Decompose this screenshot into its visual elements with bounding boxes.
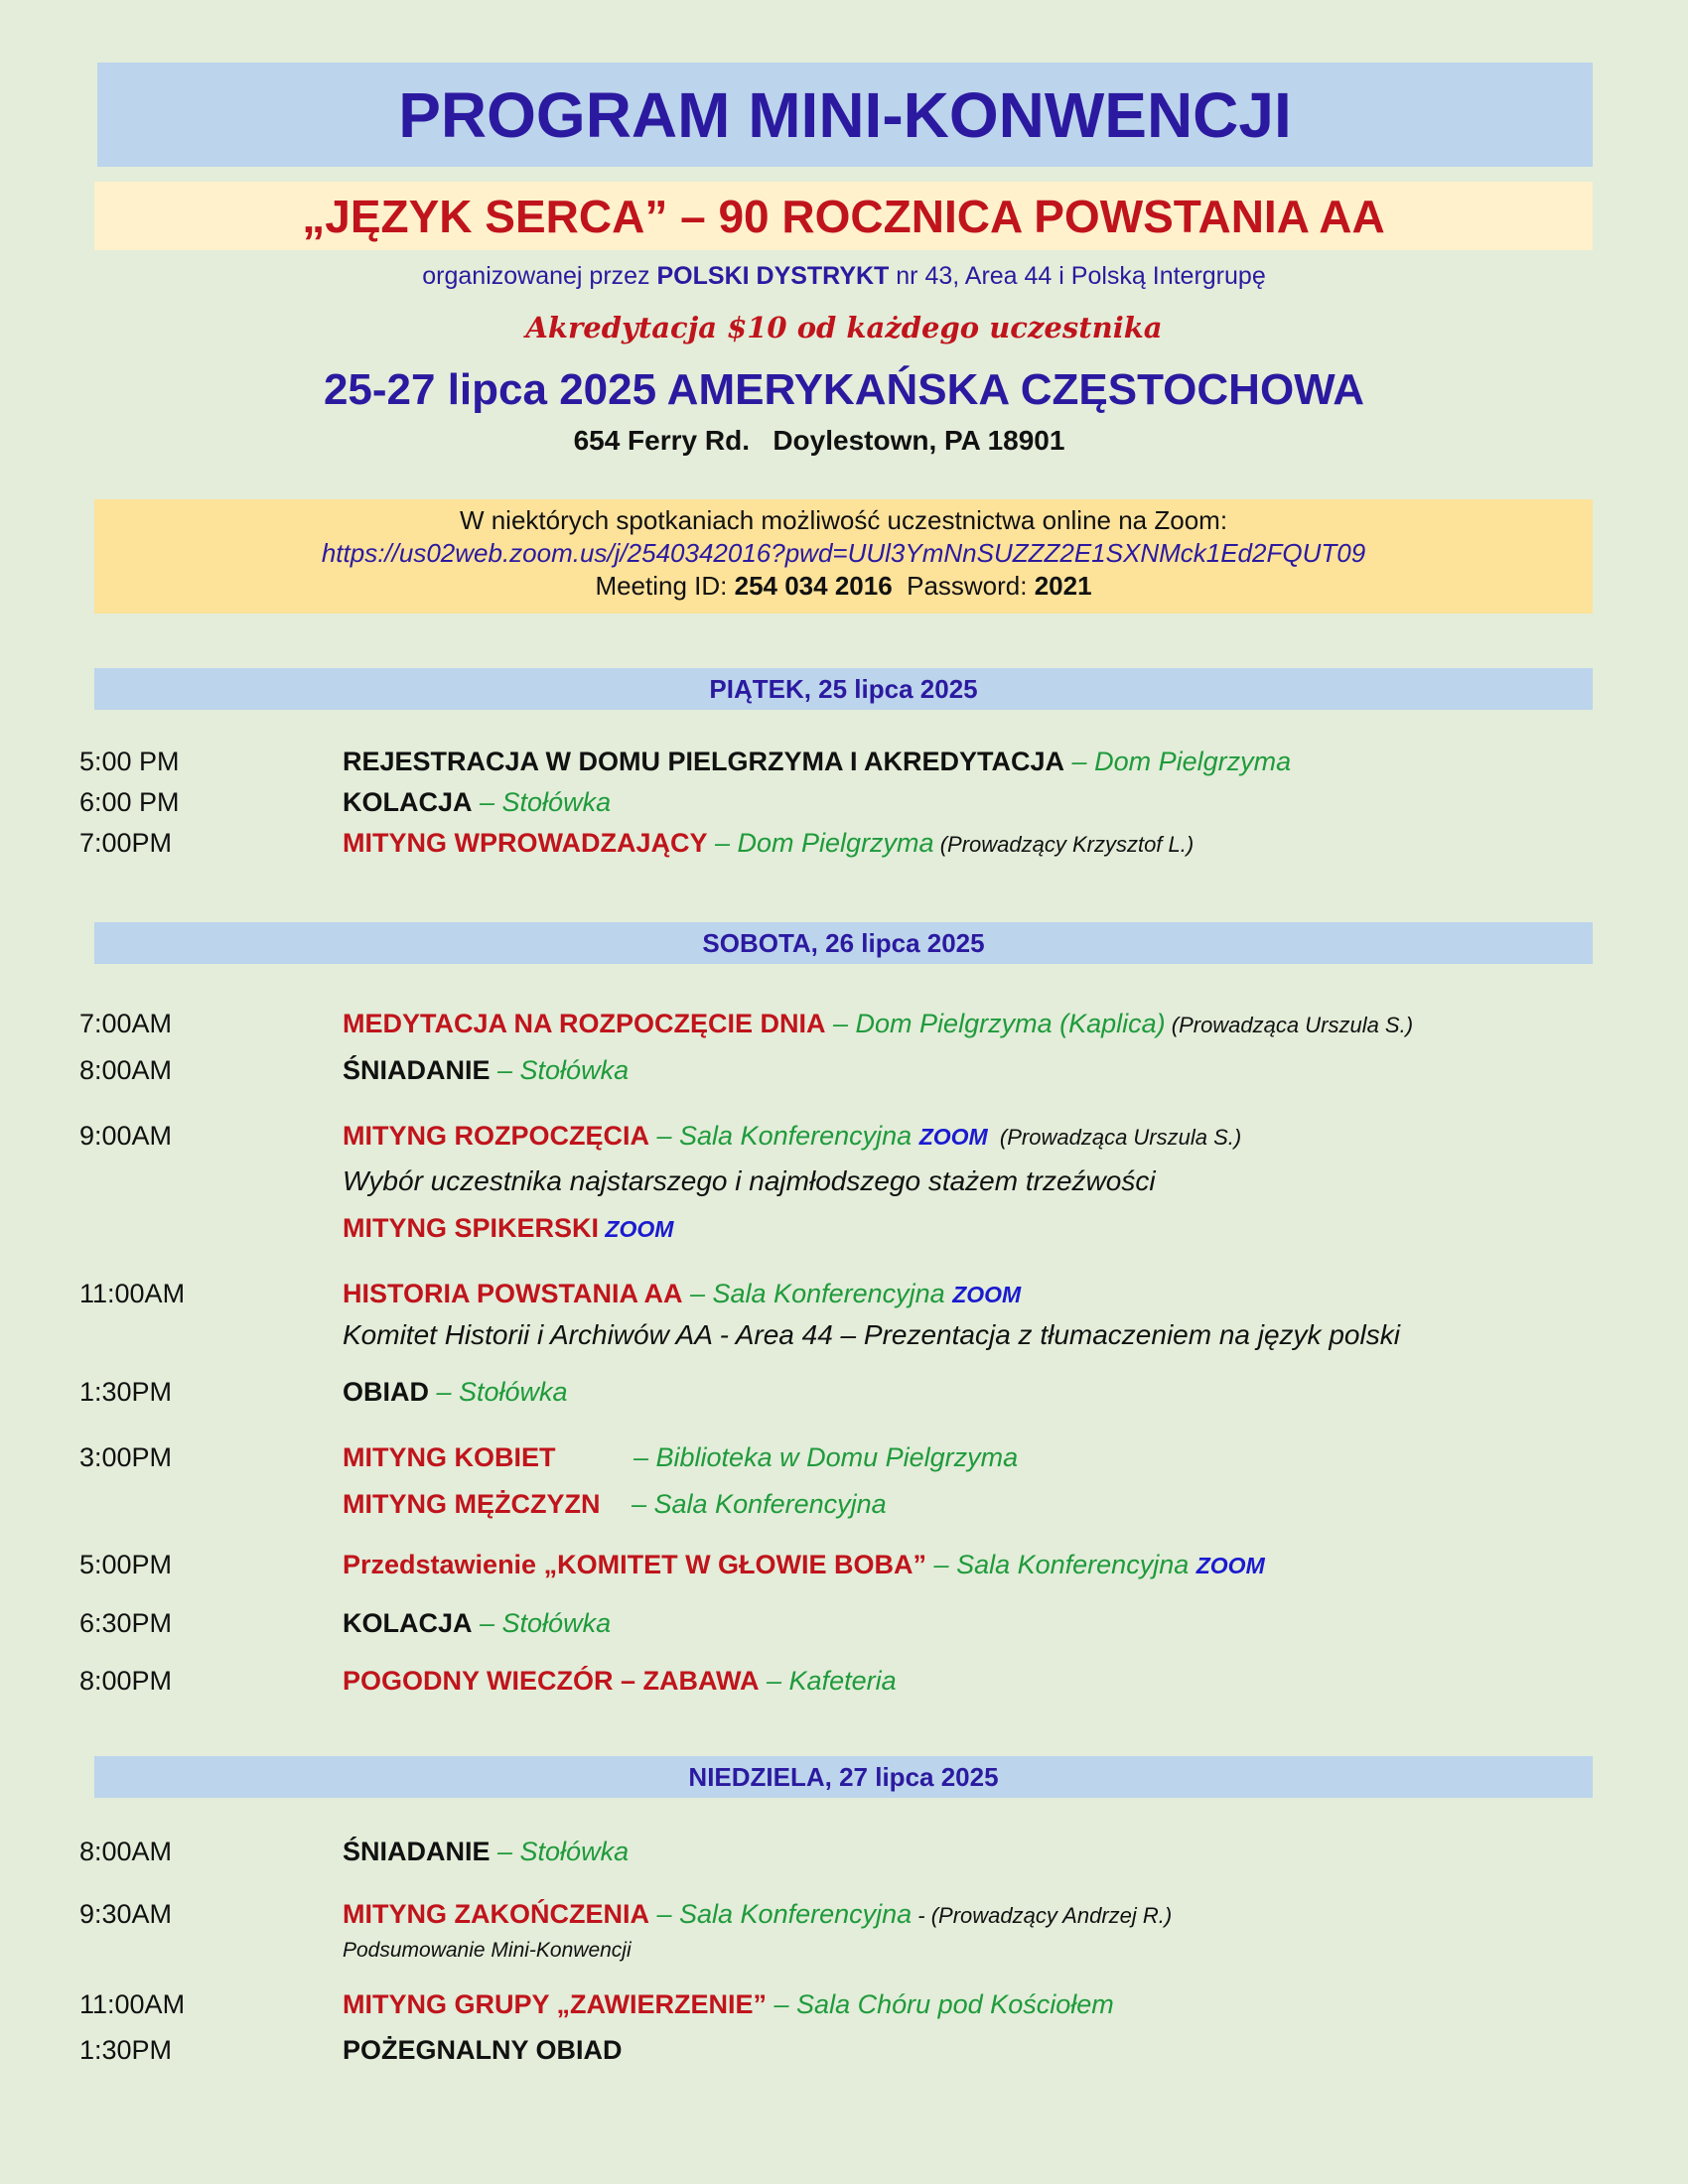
sat-time-8: 6:30PM	[79, 1608, 173, 1638]
event-title: ŚNIADANIE	[343, 1055, 491, 1085]
event-title: POGODNY WIECZÓR – ZABAWA	[343, 1666, 760, 1696]
zoom-intro: W niektórych spotkaniach możliwość uczestnictwa online na Zoom:	[459, 505, 1228, 535]
sun-event-4	[343, 2035, 623, 2066]
sat-event-6b	[343, 1489, 600, 1520]
event-title: MITYNG GRUPY „ZAWIERZENIE”	[343, 1989, 768, 2019]
fri-event-1	[343, 747, 1291, 777]
event-title: MITYNG WPROWADZAJĄCY	[343, 828, 708, 858]
sat-time-4: 11:00AM	[79, 1279, 186, 1308]
sat-event-3-speaker	[343, 1213, 673, 1244]
event-title: MITYNG ZAKOŃCZENIA	[343, 1899, 649, 1929]
zoom-tag: ZOOM	[599, 1216, 674, 1242]
event-title: KOLACJA	[343, 787, 473, 817]
sat-time-1: 7:00AM	[79, 1009, 173, 1038]
event-title: POŻEGNALNY OBIAD	[343, 2035, 623, 2065]
zoom-link[interactable]: https://us02web.zoom.us/j/2540342016?pwd=UUl3YmNnSUZZZ2E1SXNMck1Ed2FQUT09	[321, 538, 1366, 568]
zoom-tag: ZOOM	[918, 1124, 988, 1150]
sat-event-4-description: Komitet Historii i Archiwów AA - Area 44 – Prezentacja z tłumaczeniem na język polski	[343, 1319, 1400, 1350]
sun-time-4: 1:30PM	[79, 2035, 173, 2065]
fri-time-1: 5:00 PM	[79, 747, 180, 776]
event-place: – Sala Konferencyjna	[926, 1550, 1196, 1579]
event-note: (Prowadząca Urszula S.)	[987, 1125, 1242, 1150]
fri-time-2: 6:00 PM	[79, 787, 180, 817]
sat-event-7	[343, 1550, 1265, 1580]
zoom-credentials	[94, 571, 1593, 602]
zoom-tag: ZOOM	[1196, 1553, 1265, 1578]
organizer-district: POLSKI DYSTRYKT	[656, 262, 890, 290]
event-title: OBIAD	[343, 1377, 429, 1407]
event-title: MITYNG ROZPOCZĘCIA	[343, 1121, 649, 1151]
event-place: – Stołówka	[490, 1055, 630, 1085]
password-label: Password:	[892, 571, 1035, 601]
event-place: – Sala Konferencyjna	[682, 1279, 953, 1308]
event-place: – Sala Konferencyjna	[632, 1489, 887, 1519]
event-title: MITYNG MĘŻCZYZN	[343, 1489, 601, 1519]
sat-event-3	[343, 1121, 1241, 1152]
organizer-line	[0, 262, 1688, 291]
password-value: 2021	[1034, 571, 1092, 601]
event-title: KOLACJA	[343, 1608, 473, 1638]
fri-event-2	[343, 787, 611, 818]
sat-time-7: 5:00PM	[79, 1550, 173, 1579]
sun-event-2	[343, 1899, 1172, 1930]
event-title: MITYNG KOBIET	[343, 1442, 556, 1472]
sat-event-9	[343, 1666, 897, 1697]
event-title: HISTORIA POWSTANIA AA	[343, 1279, 683, 1308]
event-note: (Prowadzący Krzysztof L.)	[933, 832, 1195, 857]
event-note: - (Prowadzący Andrzej R.)	[912, 1903, 1173, 1928]
subtitle-banner: „JĘZYK SERCA” – 90 ROCZNICA POWSTANIA AA	[94, 182, 1593, 250]
sat-event-6b-place	[632, 1489, 887, 1520]
sat-event-6a-place	[633, 1442, 1018, 1473]
zoom-tag: ZOOM	[952, 1282, 1022, 1307]
organizer-prefix: organizowanej przez	[422, 262, 657, 290]
event-place: – Stołówka	[490, 1837, 630, 1866]
sun-event-2-description: Podsumowanie Mini-Konwencji	[343, 1939, 632, 1962]
event-place: – Dom Pielgrzyma	[1064, 747, 1292, 776]
event-place: – Sala Konferencyjna	[648, 1899, 913, 1929]
event-title: ŚNIADANIE	[343, 1837, 491, 1866]
meeting-id-value: 254 034 2016	[734, 571, 893, 601]
zoom-info-box	[94, 499, 1593, 614]
fri-event-3	[343, 828, 1194, 859]
sat-time-3: 9:00AM	[79, 1121, 173, 1151]
event-address: 654 Ferry Rd. Doylestown, PA 18901	[573, 425, 1065, 456]
sun-event-3	[343, 1989, 1114, 2020]
sat-event-6a	[343, 1442, 556, 1473]
event-place: – Dom Pielgrzyma	[707, 828, 934, 858]
meeting-id-label: Meeting ID:	[595, 571, 735, 601]
sun-time-3: 11:00AM	[79, 1989, 186, 2019]
organizer-suffix: nr 43, Area 44 i Polską Intergrupę	[889, 262, 1266, 290]
sun-event-1	[343, 1837, 629, 1867]
day-header-sunday: NIEDZIELA, 27 lipca 2025	[94, 1756, 1593, 1798]
event-place: – Stołówka	[472, 1608, 612, 1638]
event-title: REJESTRACJA W DOMU PIELGRZYMA I AKREDYTACJA	[343, 747, 1065, 776]
sat-time-5: 1:30PM	[79, 1377, 173, 1407]
sun-time-2: 9:30AM	[79, 1899, 173, 1929]
event-place: – Kafeteria	[759, 1666, 897, 1696]
sat-event-4	[343, 1279, 1021, 1309]
sat-event-5	[343, 1377, 568, 1408]
event-place: – Stołówka	[429, 1377, 568, 1407]
sat-event-8	[343, 1608, 611, 1639]
sat-time-6: 3:00PM	[79, 1442, 173, 1472]
fri-time-3: 7:00PM	[79, 828, 173, 858]
event-place: – Sala Chóru pod Kościołem	[767, 1989, 1114, 2019]
sun-time-1: 8:00AM	[79, 1837, 173, 1866]
event-title: MITYNG SPIKERSKI	[343, 1213, 600, 1243]
sat-time-9: 8:00PM	[79, 1666, 173, 1696]
event-title: MEDYTACJA NA ROZPOCZĘCIE DNIA	[343, 1009, 826, 1038]
event-title: Przedstawienie „KOMITET W GŁOWIE BOBA”	[343, 1550, 927, 1579]
page-title: PROGRAM MINI-KONWENCJI	[97, 63, 1593, 167]
sat-time-2: 8:00AM	[79, 1055, 173, 1085]
day-header-friday: PIĄTEK, 25 lipca 2025	[94, 668, 1593, 710]
event-dates: 25-27 lipca 2025 AMERYKAŃSKA CZĘSTOCHOWA	[323, 365, 1365, 414]
event-place: – Dom Pielgrzyma (Kaplica)	[825, 1009, 1166, 1038]
day-header-saturday: SOBOTA, 26 lipca 2025	[94, 922, 1593, 964]
event-note: (Prowadząca Urszula S.)	[1165, 1013, 1414, 1037]
accreditation-note: Akredytacja $10 od każdego uczestnika	[525, 311, 1163, 344]
event-place: – Sala Konferencyjna	[649, 1121, 919, 1151]
event-place: – Stołówka	[472, 787, 612, 817]
sat-event-2	[343, 1055, 629, 1086]
sat-event-1	[343, 1009, 1413, 1039]
event-place: – Biblioteka w Domu Pielgrzyma	[633, 1442, 1019, 1472]
sat-event-3-description: Wybór uczestnika najstarszego i najmłodszego stażem trzeźwości	[343, 1165, 1156, 1196]
